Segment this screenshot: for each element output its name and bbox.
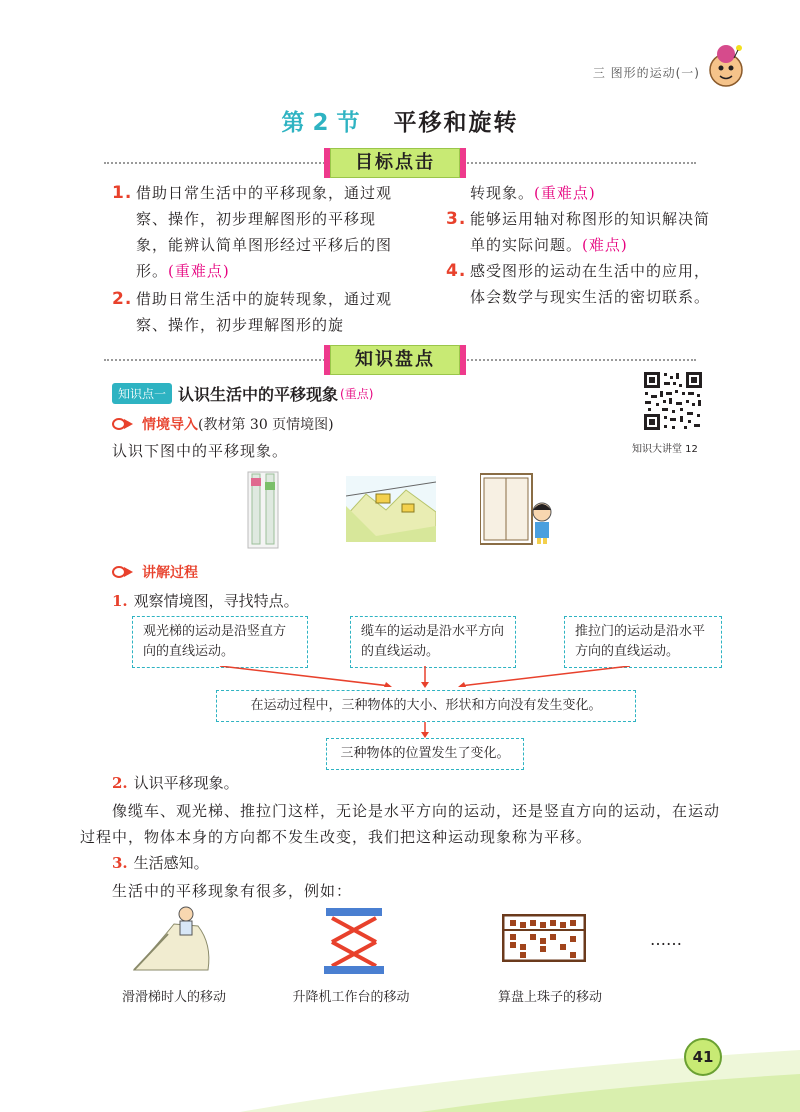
goal-text: 借助日常生活中的旋转现象，通过观察、操作，初步理解图形的旋 bbox=[136, 290, 393, 334]
flow-box-door: 推拉门的运动是沿水平方向的直线运动。 bbox=[564, 616, 722, 668]
abacus-illustration bbox=[502, 914, 586, 962]
chapter-label: 三 图形的运动(一) bbox=[592, 66, 700, 80]
step-text: 观察情境图，寻找特点。 bbox=[133, 592, 299, 610]
intro-heading bbox=[112, 414, 334, 434]
arrow-bullet-icon bbox=[112, 418, 134, 430]
step-3 bbox=[112, 852, 209, 873]
section-name: 平移和旋转 bbox=[393, 110, 519, 136]
intro-text: 认识下图中的平移现象。 bbox=[112, 442, 289, 460]
goal-number: 1. bbox=[112, 183, 133, 203]
page-title bbox=[0, 104, 800, 137]
goal-item-4 bbox=[446, 258, 716, 310]
step-number: 3. bbox=[112, 854, 128, 872]
knowledge-point-tag: 知识点一 bbox=[112, 383, 172, 404]
caption-slide: 滑滑梯时人的移动 bbox=[121, 990, 226, 1005]
goals-right-column bbox=[446, 180, 716, 310]
goal-text: 借助日常生活中的平移现象，通过观察、操作，初步理解图形的平移现象，能辨认简单图形经过平移后的图形。 bbox=[136, 184, 393, 280]
sliding-door-illustration bbox=[480, 472, 560, 546]
examples-text: 生活中的平移现象有很多，例如： bbox=[112, 882, 353, 900]
goal-text: 感受图形的运动在生活中的应用，体会数学与现实生活的密切联系。 bbox=[470, 262, 711, 306]
goal-tag: (重难点) bbox=[534, 184, 596, 202]
step-2 bbox=[112, 772, 239, 793]
flow-arrows bbox=[200, 666, 640, 688]
cable-car-illustration bbox=[346, 476, 436, 542]
lift-platform-illustration bbox=[322, 906, 386, 976]
knowledge-banner: 知识盘点 bbox=[330, 345, 460, 375]
flow-box-cable-car: 缆车的运动是沿水平方向的直线运动。 bbox=[350, 616, 516, 668]
definition-paragraph: 像缆车、观光梯、推拉门这样，无论是水平方向的运动，还是竖直方向的运动，在运动过程中，物体本身的方向都不发生改变，我们把这种运动现象称为平移。 bbox=[80, 802, 721, 846]
flow-box-position: 三种物体的位置发生了变化。 bbox=[326, 738, 524, 770]
goal-item-2-cont bbox=[446, 180, 716, 206]
intro-label: 情境导入 bbox=[142, 417, 198, 433]
goal-item-1 bbox=[112, 180, 402, 284]
section-number: 第 2 节 bbox=[281, 110, 360, 136]
goal-text: 能够运用轴对称图形的知识解决简单的实际问题。 bbox=[470, 210, 711, 254]
goal-number: 2. bbox=[112, 289, 133, 309]
goal-number: 3. bbox=[446, 209, 467, 229]
flow-box-conclusion: 在运动过程中，三种物体的大小、形状和方向没有发生变化。 bbox=[216, 690, 636, 722]
flow-box-elevator: 观光梯的运动是沿竖直方向的直线运动。 bbox=[132, 616, 308, 668]
flow-arrow-down bbox=[420, 722, 430, 738]
goal-tag: (难点) bbox=[582, 236, 628, 254]
bottom-wave-decoration bbox=[0, 1030, 800, 1112]
step-number: 1. bbox=[112, 592, 128, 610]
goals-left-column bbox=[112, 180, 402, 338]
caption-abacus: 算盘上珠子的移动 bbox=[497, 990, 602, 1005]
mascot-icon bbox=[704, 40, 748, 92]
sightseeing-elevator-illustration bbox=[242, 470, 284, 550]
slide-illustration bbox=[128, 904, 214, 974]
goal-text: 转现象。 bbox=[470, 184, 535, 202]
step-1 bbox=[112, 590, 299, 611]
page-number: 41 bbox=[684, 1038, 722, 1076]
goal-number: 4. bbox=[446, 261, 467, 281]
step-number: 2. bbox=[112, 774, 128, 792]
process-label: 讲解过程 bbox=[142, 565, 198, 581]
goal-item-3 bbox=[446, 206, 716, 258]
knowledge-point-sub: (重点) bbox=[340, 387, 374, 401]
qr-caption: 知识大讲堂 12 bbox=[632, 444, 698, 455]
intro-note: (教材第 30 页情境图) bbox=[198, 417, 334, 433]
step-text: 认识平移现象。 bbox=[133, 774, 239, 792]
goal-tag: (重难点) bbox=[168, 262, 230, 280]
knowledge-point-heading bbox=[112, 382, 373, 405]
step-text: 生活感知。 bbox=[133, 854, 209, 872]
qr-code-icon[interactable] bbox=[642, 370, 704, 432]
goal-item-2 bbox=[112, 286, 402, 338]
goals-banner: 目标点击 bbox=[330, 148, 460, 178]
knowledge-point-title: 认识生活中的平移现象 bbox=[178, 385, 339, 404]
arrow-bullet-icon bbox=[112, 566, 134, 578]
process-heading bbox=[112, 562, 198, 582]
caption-lift: 升降机工作台的移动 bbox=[292, 990, 410, 1005]
more-examples-ellipsis: …… bbox=[650, 930, 682, 949]
